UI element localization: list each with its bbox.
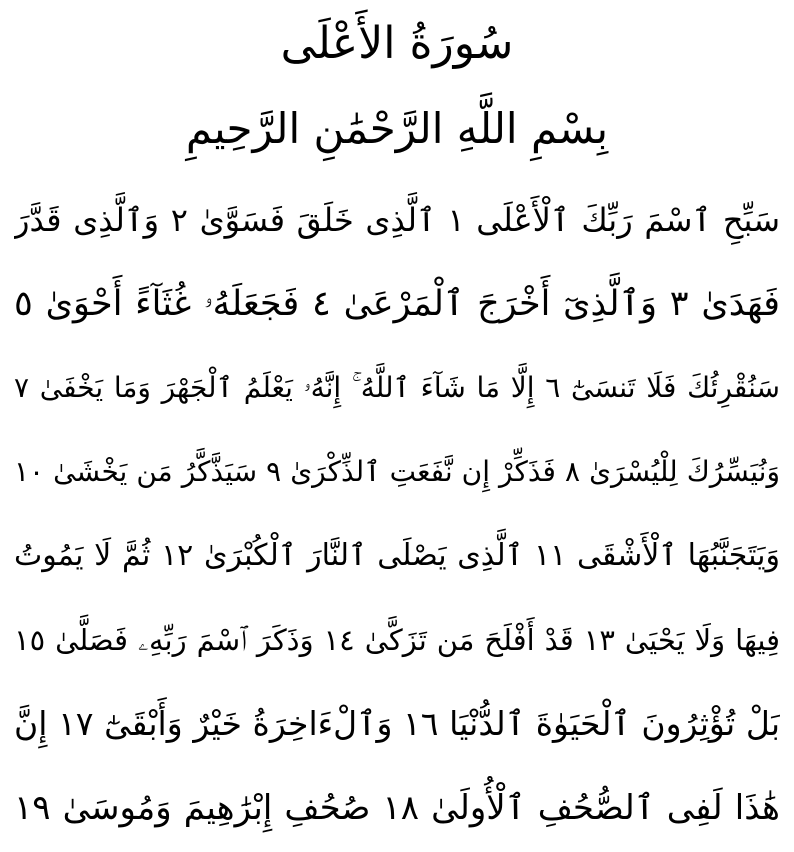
verse-line-text: وَنُيَسِّرُكَ لِلْيُسْرَىٰ ٨ فَذَكِّرْ إِن نَّفَعَتِ ٱلذِّكْرَىٰ ٩ سَيَذَّكَّرُ مَن يَخْشَىٰ ١٠ [14, 455, 780, 488]
verse-line-text: بَلْ تُؤْثِرُونَ ٱلْحَيَوٰةَ ٱلدُّنْيَا ١٦ وَٱلْءَاخِرَةُ خَيْرٌ وَأَبْقَىٰٓ ١٧ إِنَّ [14, 704, 780, 743]
surah-title: سُورَةُ الأَعْلَى [280, 18, 514, 69]
verse-line-7 [14, 682, 780, 766]
verse-line-text: سَنُقْرِئُكَ فَلَا تَنسَىٰٓ ٦ إِلَّا مَا شَآءَ ٱللَّهُ ۚ إِنَّهُۥ يَعْلَمُ ٱلْجَهْرَ وَمَا يَخْفَىٰ ٧ [14, 371, 780, 404]
verse-lines [14, 178, 780, 850]
verse-line-text: فَهَدَىٰ ٣ وَٱلَّذِىٓ أَخْرَجَ ٱلْمَرْعَىٰ ٤ فَجَعَلَهُۥ غُثَآءً أَحْوَىٰ ٥ [14, 284, 780, 324]
verse-line-text: وَيَتَجَنَّبُهَا ٱلْأَشْقَى ١١ ٱلَّذِى يَصْلَى ٱلنَّارَ ٱلْكُبْرَىٰ ١٢ ثُمَّ لَا يَمُوتُ [14, 538, 780, 573]
verse-line-3 [14, 346, 780, 430]
verse-line-text: فِيهَا وَلَا يَحْيَىٰ ١٣ قَدْ أَفْلَحَ مَن تَزَكَّىٰ ١٤ وَذَكَرَ ٱسْمَ رَبِّهِۦ فَصَلَّىٰ ١٥ [14, 623, 780, 657]
verse-line-text: هَٰذَا لَفِى ٱلصُّحُفِ ٱلْأُولَىٰ ١٨ صُحُفِ إِبْرَٰهِيمَ وَمُوسَىٰ ١٩ [14, 788, 780, 828]
verse-line-8 [14, 766, 780, 850]
verse-line-2 [14, 262, 780, 346]
verse-line-5 [14, 514, 780, 598]
verse-line-text: سَبِّحِ ٱسْمَ رَبِّكَ ٱلْأَعْلَى ١ ٱلَّذِى خَلَقَ فَسَوَّىٰ ٢ وَٱلَّذِى قَدَّرَ [14, 201, 780, 239]
verse-line-1 [14, 178, 780, 262]
basmala: بِسْمِ اللَّهِ الرَّحْمَٰنِ الرَّحِيمِ [185, 104, 609, 153]
verse-line-4 [14, 430, 780, 514]
verse-line-6 [14, 598, 780, 682]
